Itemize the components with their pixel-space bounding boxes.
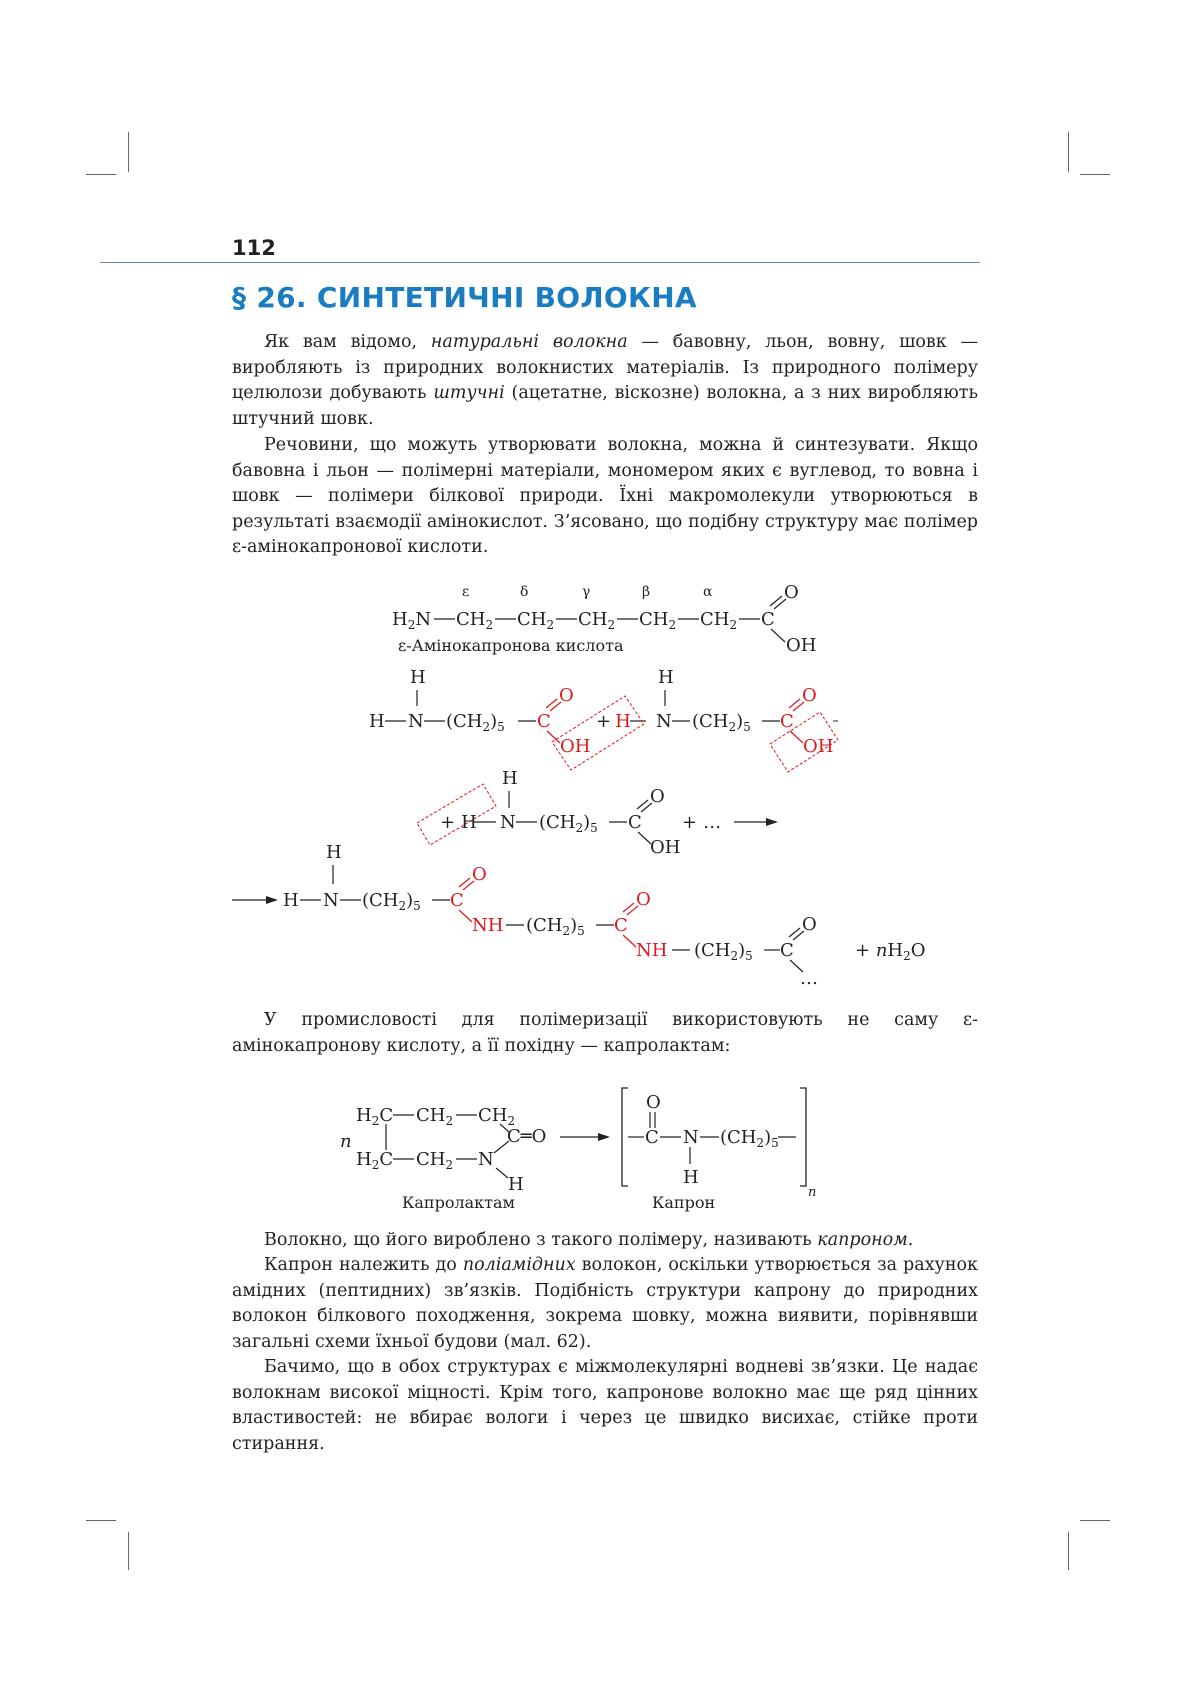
svg-text:H: H bbox=[658, 667, 674, 688]
paragraph-5 bbox=[232, 1253, 978, 1355]
svg-text:NH: NH bbox=[636, 940, 668, 961]
svg-text:OH: OH bbox=[786, 635, 817, 656]
paragraph-4 bbox=[232, 1228, 978, 1254]
svg-text:…: … bbox=[800, 968, 818, 989]
svg-text:C: C bbox=[780, 940, 794, 961]
svg-text:H: H bbox=[283, 890, 299, 911]
italic-term: капроном. bbox=[817, 1230, 914, 1250]
svg-text:(CH2)5: $(CH_2)_5$ bbox=[694, 940, 753, 963]
svg-text:N: N bbox=[323, 890, 339, 911]
svg-text:C: C bbox=[628, 812, 642, 833]
svg-text:NH: NH bbox=[472, 915, 504, 936]
svg-text:C: C bbox=[780, 711, 794, 732]
svg-text:N: N bbox=[500, 812, 516, 833]
svg-text:H2C: $H_2C$ bbox=[356, 1105, 394, 1128]
greek-label: δ bbox=[520, 584, 529, 600]
svg-text:CH2: $CH_2$ bbox=[700, 609, 738, 632]
svg-text:H2C: $H_2C$ bbox=[356, 1149, 394, 1172]
acid-caption: ε-Амінокапронова кислота bbox=[398, 636, 624, 655]
paragraph-6: Бачимо, що в обох структурах є міжмолекулярні водневі зв’язки. Це надає волокнам високої міцності. Крім того, капронове волокно має ще ряд цінних властивостей: не вбирає вологи і через це швидко висихає, стійке проти стирання. bbox=[232, 1357, 978, 1454]
svg-text:O: O bbox=[784, 582, 799, 603]
text: Волокно, що його вироблено з такого полімеру, називають bbox=[264, 1230, 818, 1250]
svg-text:CH2: $CH_2$ bbox=[456, 609, 494, 632]
capron-caption: Капрон bbox=[652, 1193, 716, 1212]
svg-text:N: N bbox=[408, 711, 424, 732]
text: — бавовну, льон, вовну, шовк — виробляють із природних волокнистих матеріалів. Із природного полімеру целюлози добувають bbox=[232, 332, 978, 403]
svg-text:(CH2)5: $(CH_2)_5$ bbox=[720, 1127, 779, 1150]
svg-text:(CH2)5: $(CH_2)_5$ bbox=[446, 711, 505, 734]
paragraph-3: У промисловості для полімеризації використовують не саму ε-амінокапронову кислоту, а її похідну — капролактам: bbox=[232, 1010, 978, 1056]
svg-text:H: H bbox=[410, 667, 426, 688]
svg-text:O: O bbox=[646, 1092, 661, 1113]
caprolactam-caption: Капролактам bbox=[402, 1193, 515, 1212]
svg-text:O: O bbox=[802, 914, 817, 935]
svg-text:H: H bbox=[508, 1174, 524, 1195]
svg-text:H2N: $H_2N$ bbox=[392, 609, 432, 632]
svg-text:N: N bbox=[656, 711, 672, 732]
greek-label: β bbox=[642, 584, 651, 600]
italic-term: натуральні волокна bbox=[430, 332, 628, 352]
svg-text:+…: + … bbox=[682, 812, 722, 833]
text: Капрон належить до bbox=[264, 1255, 463, 1275]
section-title: § 26. СИНТЕТИЧНІ ВОЛОКНА bbox=[232, 281, 697, 314]
text: волокон, оскільки утворюється за рахунок амідних (пептидних) зв’язків. Подібність структури капрону до природних волокон білкового походження, зокрема шовку, можна виявити, порівнявши загальні схеми їхньої будови (мал. 62). bbox=[232, 1255, 978, 1352]
svg-text:C═O: C═O bbox=[507, 1126, 547, 1147]
svg-text:n: n bbox=[340, 1131, 352, 1152]
svg-text:+ nH(CH2O: + $nH_2O$ bbox=[855, 940, 926, 963]
svg-text:CH2: $CH_2$ bbox=[578, 609, 616, 632]
svg-text:CH2: $CH_2$ bbox=[416, 1149, 454, 1172]
svg-text:H: H bbox=[502, 768, 518, 789]
svg-text:(CH2)5: $(CH_2)_5$ bbox=[539, 812, 598, 835]
italic-term: поліамідних bbox=[462, 1255, 576, 1275]
svg-text:CH2: $CH_2$ bbox=[478, 1105, 516, 1128]
svg-text:H: H bbox=[326, 842, 342, 863]
svg-text:O: O bbox=[802, 685, 817, 706]
svg-text:CH2: $CH_2$ bbox=[639, 609, 677, 632]
svg-text:OH: OH bbox=[560, 736, 591, 757]
svg-text:CH2: $CH_2$ bbox=[416, 1105, 454, 1128]
svg-text:CH2: $CH_2$ bbox=[517, 609, 555, 632]
svg-text:(CH2)5: $(CH_2)_5$ bbox=[692, 711, 751, 734]
svg-text:C: C bbox=[450, 890, 464, 911]
svg-text:H: H bbox=[369, 711, 385, 732]
svg-text:OH: OH bbox=[650, 837, 681, 858]
svg-text:OH: OH bbox=[803, 736, 834, 757]
svg-text:(CH2)5: $(CH_2)_5$ bbox=[526, 915, 585, 938]
svg-text:C: C bbox=[537, 711, 551, 732]
paragraph-2: Речовини, що можуть утворювати волокна, можна й синтезувати. Якщо бавовна і льон — полімерні матеріали, мономером яких є вуглевод, то вовна і шовк — полімери білкової природи. Їхні макромолекули утворюються в результаті взаємодії амінокислот. З’ясовано, що подібну структуру має полімер ε-амінокапронової кислоти. bbox=[232, 435, 978, 557]
greek-label: γ bbox=[582, 584, 591, 600]
svg-text:O: O bbox=[650, 786, 665, 807]
text: (ацетатне, віскозне) волокна, а з них виробляють штучний шовк. bbox=[232, 383, 978, 429]
svg-text:O: O bbox=[636, 889, 651, 910]
italic-term: штучні bbox=[433, 383, 505, 403]
svg-text:N: N bbox=[683, 1127, 699, 1148]
svg-text:O: O bbox=[559, 685, 574, 706]
svg-text:C: C bbox=[761, 609, 775, 630]
svg-text:C: C bbox=[614, 915, 628, 936]
svg-text:N: N bbox=[478, 1149, 494, 1170]
page-number: 112 bbox=[232, 236, 276, 260]
svg-text:n: n bbox=[808, 1185, 817, 1200]
svg-text:(CH2)5: $(CH_2)_5$ bbox=[362, 890, 421, 913]
text: Як вам відомо, bbox=[264, 332, 431, 352]
svg-text:C: C bbox=[645, 1127, 659, 1148]
greek-label: ε bbox=[462, 584, 470, 600]
svg-text:+H: + H bbox=[440, 812, 477, 833]
svg-text:H: H bbox=[683, 1167, 699, 1188]
svg-text:O: O bbox=[472, 864, 487, 885]
greek-label: α bbox=[703, 584, 713, 600]
svg-text:+H: + H bbox=[596, 711, 631, 732]
